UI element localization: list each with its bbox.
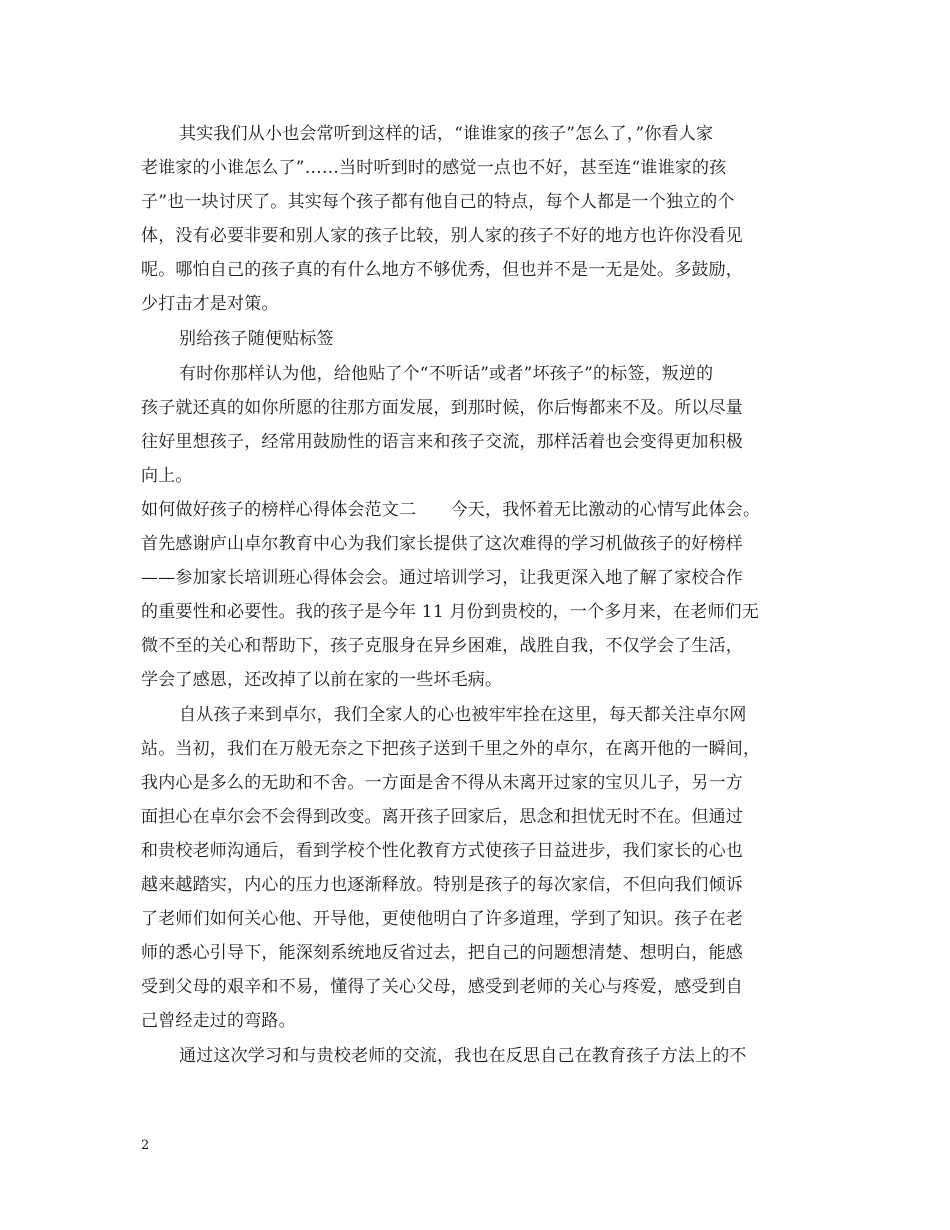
- text-line: 自从孩子来到卓尔，我们全家人的心也被牢牢拴在这里，每天都关注卓尔网: [179, 705, 747, 725]
- text-line: 向上。: [141, 466, 193, 486]
- text-line: ——参加家长培训班心得体会会。通过培训学习，让我更深入地了解了家校合作: [141, 568, 743, 588]
- text-line: 受到父母的艰辛和不易，懂得了关心父母，感受到老师的关心与疼爱，感受到自: [141, 977, 743, 997]
- page-number: 2: [141, 1138, 150, 1153]
- text-line: 面担心在卓尔会不会得到改变。离开孩子回家后，思念和担忧无时不在。但通过: [141, 807, 743, 827]
- text-line: 通过这次学习和与贵校老师的交流，我也在反思自己在教育孩子方法上的不: [179, 1046, 747, 1066]
- text-line: 站。当初，我们在万般无奈之下把孩子送到千里之外的卓尔，在离开他的一瞬间，: [141, 739, 761, 759]
- text-line: 少打击才是对策。: [141, 294, 279, 314]
- text-line: 其实我们从小也会常听到这样的话，“谁谁家的孩子”怎么了，”你看人家: [179, 124, 714, 144]
- text-line: 子”也一块讨厌了。其实每个孩子都有他自己的特点，每个人都是一个独立的个: [141, 192, 735, 212]
- text-line: 往好里想孩子，经常用鼓励性的语言来和孩子交流，那样活着也会变得更加积极: [141, 432, 743, 452]
- text-line: 首先感谢庐山卓尔教育中心为我们家长提供了这次难得的学习机做孩子的好榜样: [141, 534, 743, 554]
- text-line: 学会了感恩，还改掉了以前在家的一些坏毛病。: [141, 670, 503, 690]
- text-line: 有时你那样认为他，给他贴了个“不听话”或者”坏孩子”的标签，叛逆的: [179, 364, 714, 384]
- text-line: 师的悉心引导下，能深刻系统地反省过去，把自己的问题想清楚、想明白，能感: [141, 943, 743, 963]
- text-line: 了老师们如何关心他、开导他，更使他明白了许多道理，学到了知识。孩子在老: [141, 909, 743, 929]
- text-line: 呢。哪怕自己的孩子真的有什么地方不够优秀，但也并不是一无是处。多鼓励，: [141, 260, 743, 280]
- text-line: 孩子就还真的如你所愿的往那方面发展，到那时候，你后悔都来不及。所以尽量: [141, 398, 743, 418]
- text-line: 越来越踏实，内心的压力也逐渐释放。特别是孩子的每次家信，不但向我们倾诉: [141, 875, 743, 895]
- text-line: 老谁家的小谁怎么了”……当时听到时的感觉一点也不好，甚至连“谁谁家的孩: [141, 158, 727, 178]
- text-line: 的重要性和必要性。我的孩子是今年 11 月份到贵校的，一个多月来，在老师们无: [141, 602, 760, 622]
- text-line: 和贵校老师沟通后，看到学校个性化教育方式使孩子日益进步，我们家长的心也: [141, 841, 743, 861]
- section-heading: 别给孩子随便贴标签: [179, 329, 334, 349]
- text-line: 己曾经走过的弯路。: [141, 1011, 296, 1031]
- text-line: 我内心是多么的无助和不舍。一方面是舍不得从未离开过家的宝贝儿子，另一方: [141, 773, 743, 793]
- text-line: 微不至的关心和帮助下，孩子克服身在异乡困难，战胜自我，不仅学会了生活，: [141, 636, 743, 656]
- text-line: 体，没有必要非要和别人家的孩子比较，别人家的孩子不好的地方也许你没看见: [141, 226, 743, 246]
- text-line: 如何做好孩子的榜样心得体会范文二 今天，我怀着无比激动的心情写此体会。: [141, 500, 761, 520]
